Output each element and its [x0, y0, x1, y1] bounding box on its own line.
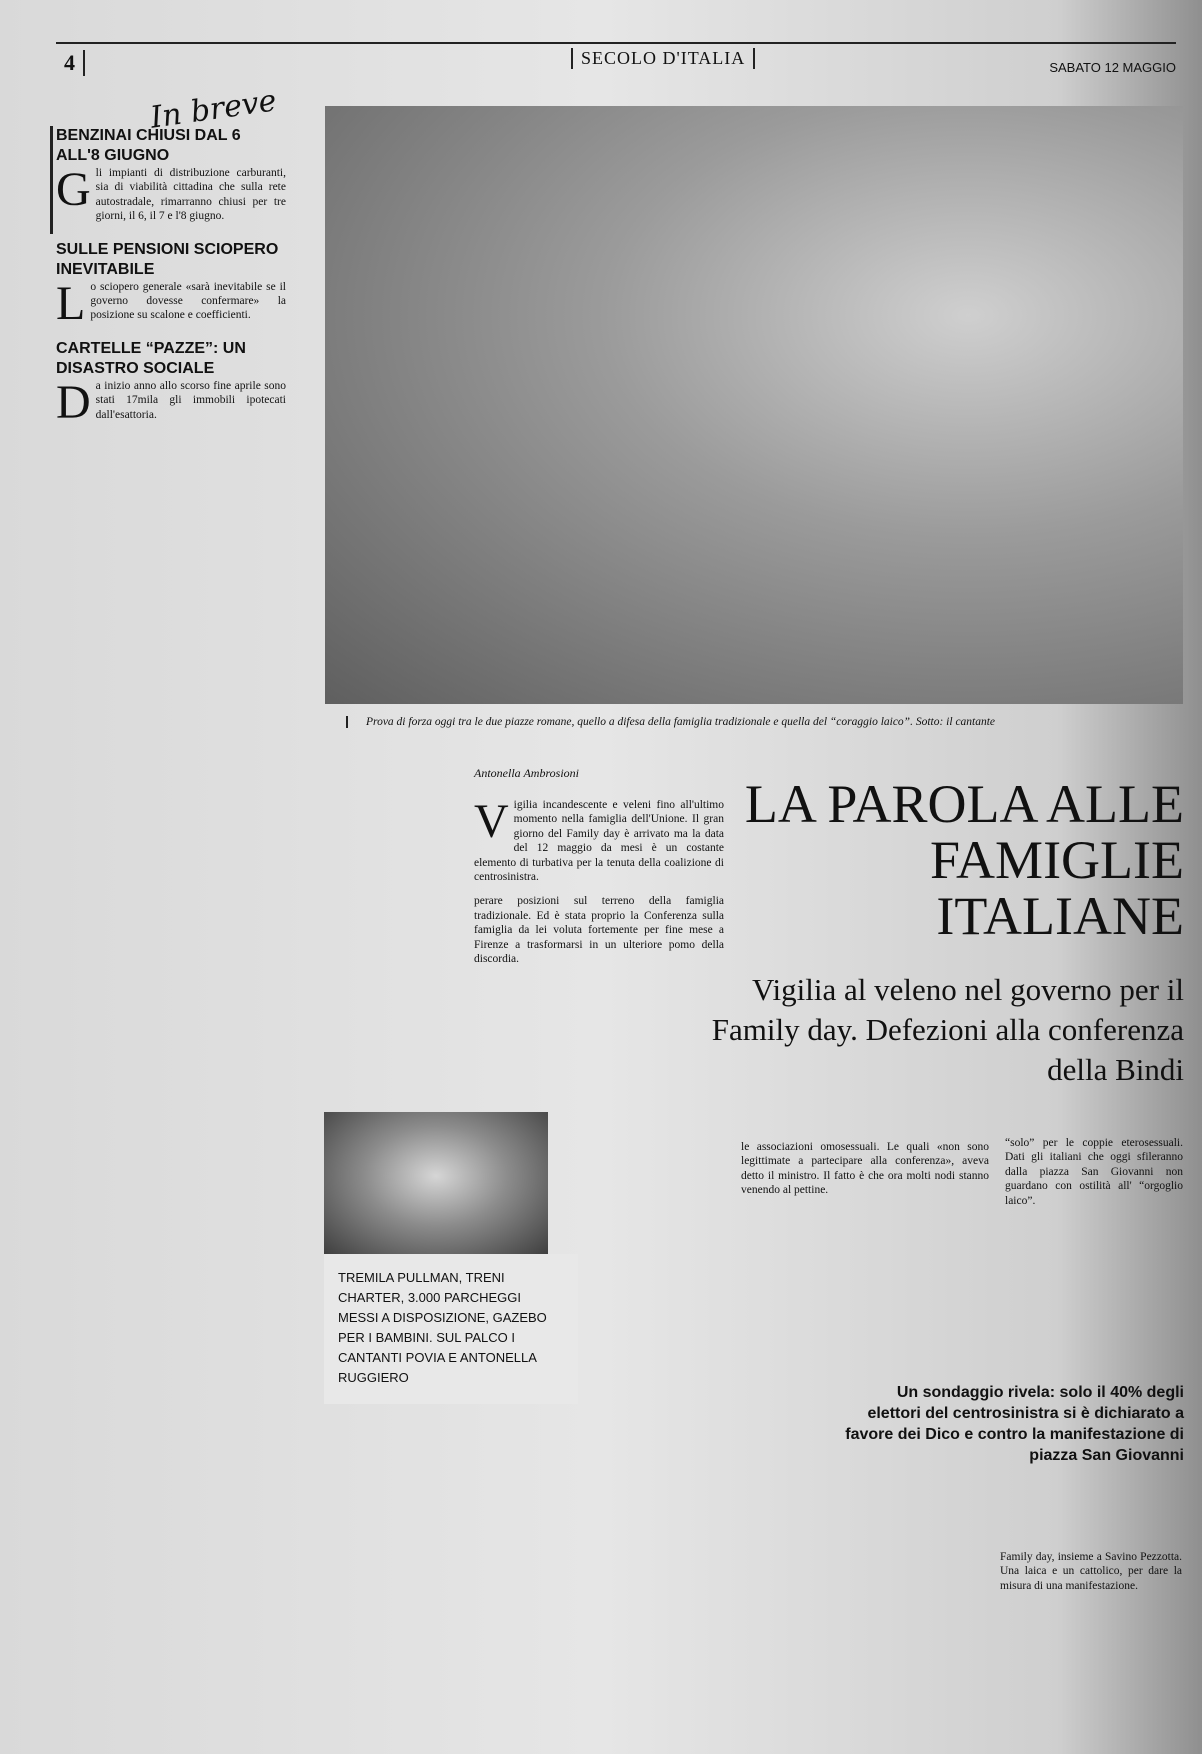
drop-cap: V [474, 795, 509, 848]
subheadline: Vigilia al veleno nel governo per il Family day. Defezioni alla conferenza della Bindi [711, 972, 1184, 1087]
article-column-1 [474, 795, 724, 966]
article-paragraph: perare posizioni sul terreno della famiglia tradizionale. Ed è stata proprio la Conferenza sulla famiglia da lei voluta fortemente per fine mese a Firenze a trasformarsi in un ulteriore pomo della discordia. [474, 895, 724, 966]
article-paragraph [474, 795, 724, 884]
newspaper-name: SECOLO D'ITALIA [571, 48, 755, 69]
brief-text: li impianti di distribuzione carburanti, sia di viabilità cittadina che sulla rete autostradale, rimarranno chiusi per tre giorni, il 6, il 7 e l'8 giugno. [95, 167, 286, 223]
article-paragraph: le associazioni omosessuali. Le quali «non sono legittimate a partecipare alla conferenza», aveva detto il ministro. Il fatto è che ora molti nodi stanno venendo al pettine. [741, 1141, 989, 1197]
drop-cap: D [56, 375, 91, 429]
article-paragraph: “solo” per le coppie eterosessuali. Dati gli italiani che oggi sfileranno dalla piazza San Giovanni non guardano con ostilità all' “orgoglio laico”. [1005, 1137, 1183, 1207]
issue-date: SABATO 12 MAGGIO [1049, 60, 1176, 75]
brief-text: o sciopero generale «sarà inevitabile se il governo dovesse confermare» la posizione su scalone e coefficienti. [90, 280, 286, 322]
sidebar-column [56, 126, 286, 429]
brief-body [56, 276, 286, 330]
drop-cap: G [56, 163, 91, 216]
sidebar-rule [50, 126, 53, 234]
brief-title: BENZINAI CHIUSI DAL 6 ALL'8 GIUGNO [56, 127, 241, 164]
photo-caption: Prova di forza oggi tra le due piazze romane, quello a difesa della famiglia tradizionale e quella del “coraggio laico”. Sotto: il cantante [346, 716, 1202, 728]
lead-photo [325, 106, 1183, 704]
info-box: TREMILA PULLMAN, TRENI CHARTER, 3.000 PARCHEGGI MESSI A DISPOSIZIONE, GAZEBO PER I BAMBINI. SUL PALCO I CANTANTI POVIA E ANTONELLA RUGGIERO [324, 1254, 578, 1404]
page-number: 4 [64, 50, 85, 76]
brief-title: SULLE PENSIONI SCIOPERO INEVITABILE [56, 240, 279, 278]
article-column-2 [741, 1140, 989, 1198]
poll-callout: Un sondaggio rivela: solo il 40% degli elettori del centrosinistra si è dichiarato a favore dei Dico e contro la manifestazione di piazza San Giovanni [845, 1384, 1184, 1464]
article-text: igilia incandescente e veleni fino all'ultimo momento nella famiglia dell'Unione. Il gran giorno del Family day è arrivato ma la data del 12 maggio da mesi è un costante elemento di turbativa per la tenuta della coalizione di centrosinistra. [474, 799, 724, 884]
brief-body [56, 163, 286, 224]
article-column-4 [1000, 1550, 1182, 1593]
brief-title: CARTELLE “PAZZE”: UN DISASTRO SOCIALE [56, 339, 246, 377]
brief-body [56, 375, 286, 429]
singer-photo [324, 1112, 548, 1254]
headline: LA PAROLA ALLE FAMIGLIE ITALIANE [744, 774, 1184, 946]
article-paragraph: Family day, insieme a Savino Pezzotta. Una laica e un cattolico, per dare la misura di una manifestazione. [1000, 1551, 1182, 1592]
brief-text: a inizio anno allo scorso fine aprile sono stati 17mila gli immobili ipotecati dall'esattoria. [95, 379, 286, 421]
byline: Antonella Ambrosioni [474, 766, 579, 780]
masthead [56, 42, 1176, 75]
drop-cap: L [56, 276, 86, 330]
section-label: In breve [148, 83, 279, 136]
article-column-3 [1005, 1136, 1183, 1208]
